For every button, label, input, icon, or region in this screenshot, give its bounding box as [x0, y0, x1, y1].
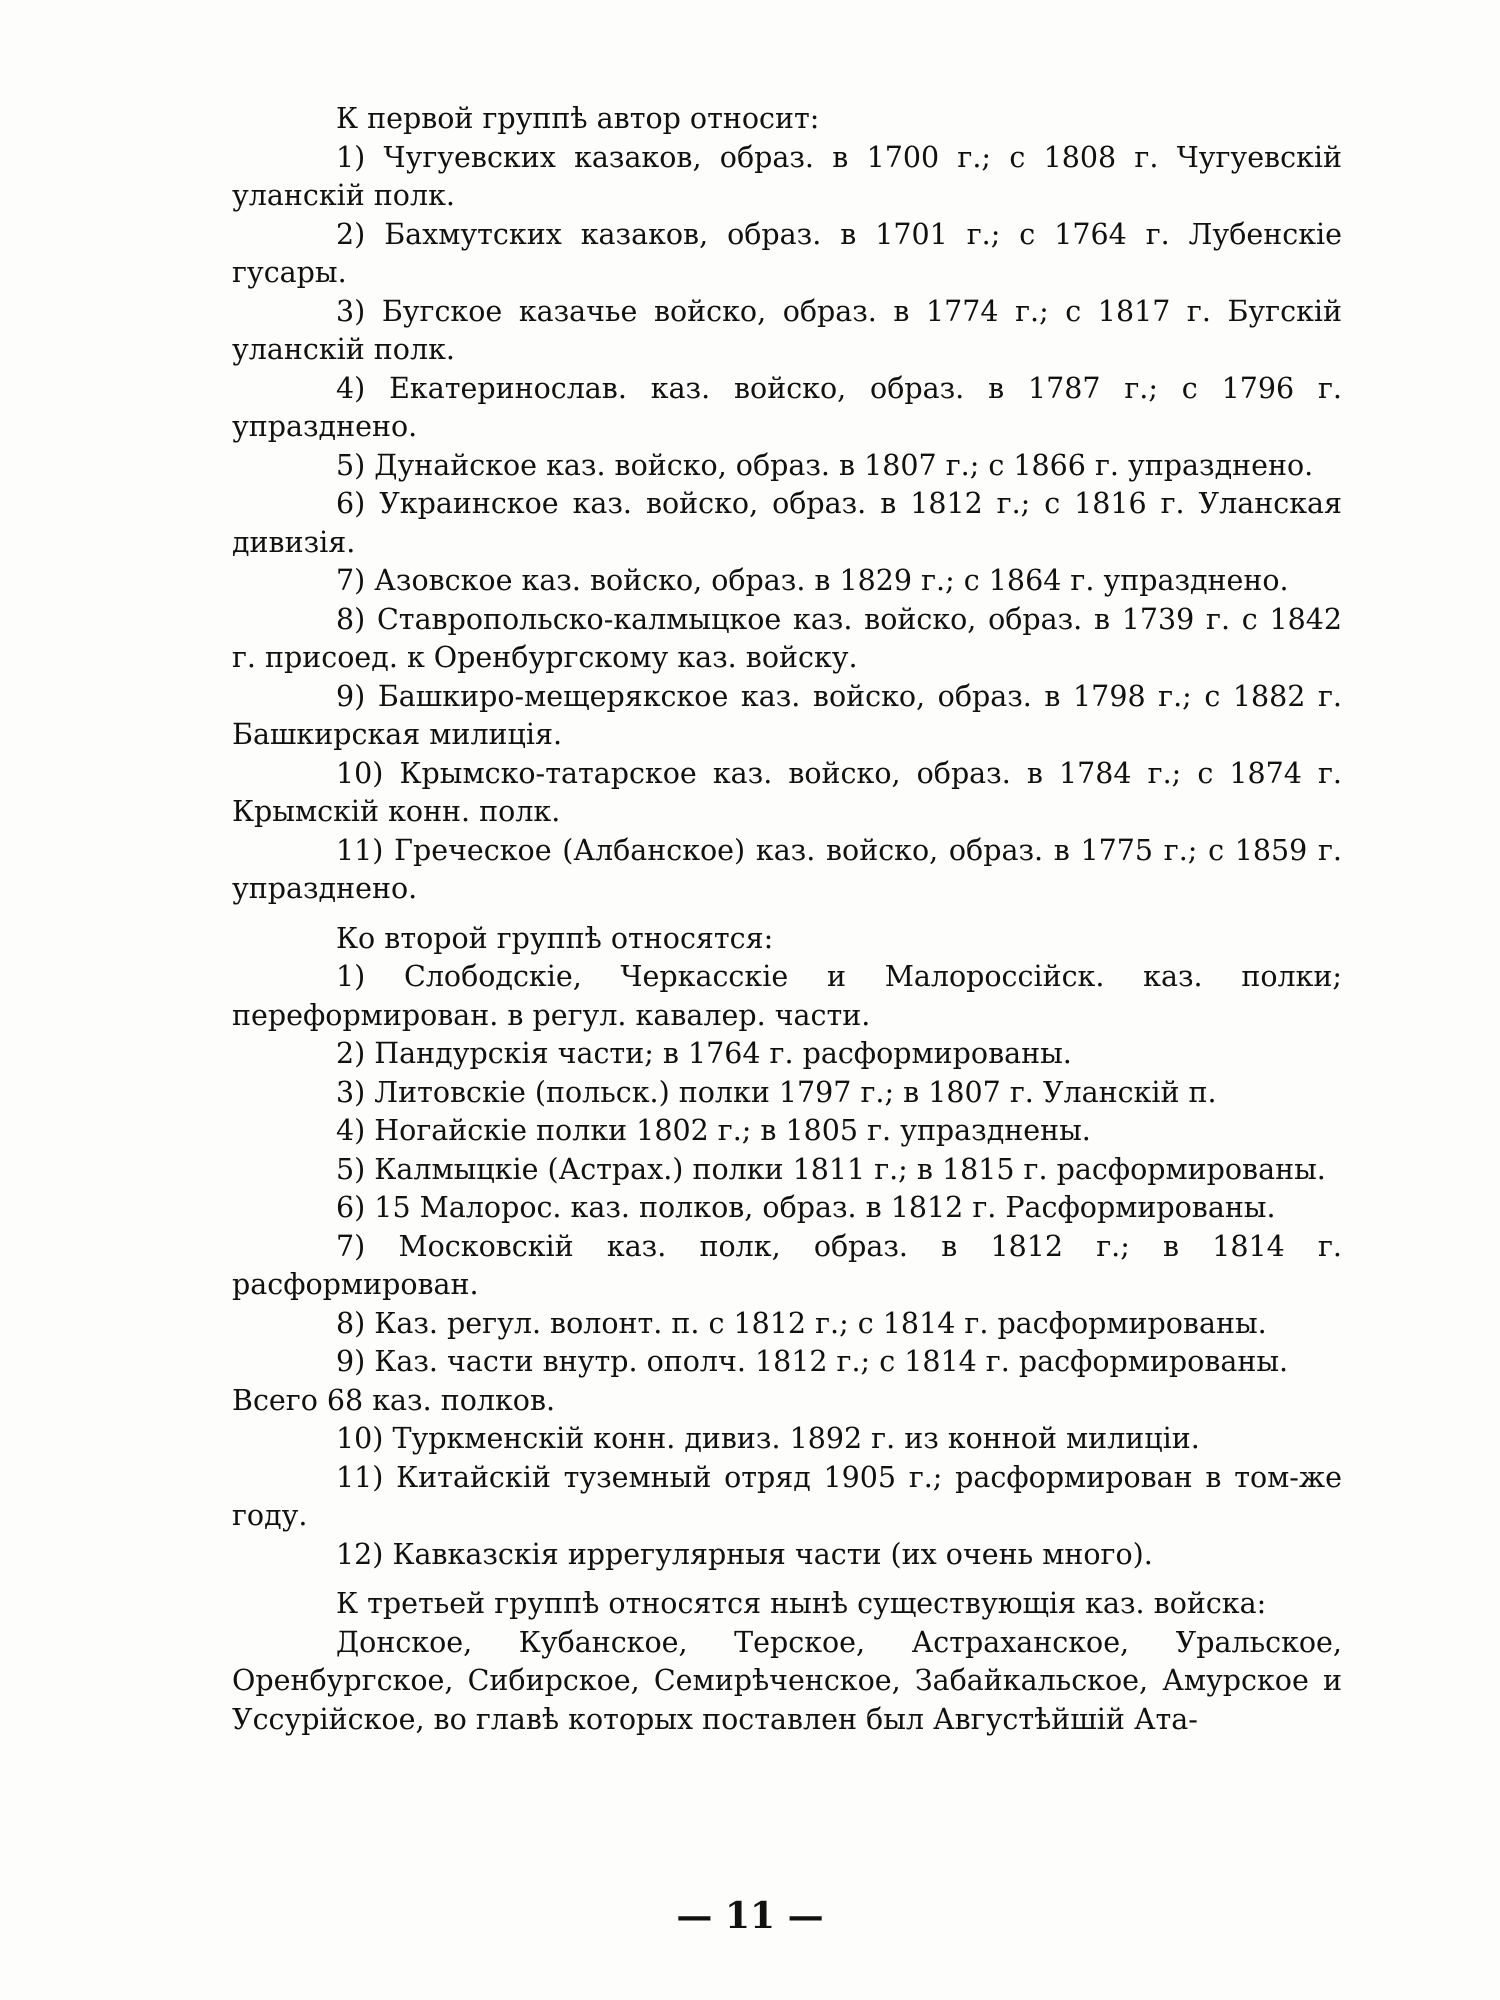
- list-item: 2) Пандурскія части; в 1764 г. расформированы.: [336, 1037, 1072, 1070]
- list-item: 3) Бугское казачье войско, образ. в 1774 г.; с 1817 г. Бугскій уланскій полк.: [232, 294, 1342, 366]
- list-item: 10) Крымско-татарское каз. войско, образ. в 1784 г.; с 1874 г. Крымскій конн. полк.: [232, 756, 1342, 828]
- list-item: 12) Кавказскія иррегулярныя части (их очень много).: [336, 1537, 1153, 1571]
- list-item: 7) Азовское каз. войско, образ. в 1829 г.; с 1864 г. упразднено.: [336, 564, 1289, 597]
- group1-heading: К первой группѣ автор относит:: [336, 102, 820, 135]
- list-item: 4) Екатеринослав. каз. войско, образ. в 1787 г.; с 1796 г. упразднено.: [232, 371, 1342, 443]
- list-item: 4) Ногайскіе полки 1802 г.; в 1805 г. упразднены.: [336, 1114, 1091, 1147]
- list-item: 6) 15 Малорос. каз. полков, образ. в 1812 г. Расформированы.: [336, 1191, 1276, 1224]
- page-text: [232, 100, 1342, 1739]
- list-item: 5) Дунайское каз. войско, образ. в 1807 г.; с 1866 г. упразднено.: [336, 448, 1314, 482]
- list-item: 11) Китайскій туземный отряд 1905 г.; расформирован в том-же году.: [232, 1460, 1342, 1532]
- list-item: 1) Слободскіе, Черкасскіе и Малороссійск. каз. полки; переформирован. в регул. кавалер. части.: [232, 960, 1342, 1032]
- list-item: 11) Греческое (Албанское) каз. войско, образ. в 1775 г.; с 1859 г. упразднено.: [232, 833, 1342, 905]
- list-item: 9) Каз. части внутр. ополч. 1812 г.; с 1814 г. расформированы.: [336, 1345, 1289, 1378]
- regiment-total: Всего 68 каз. полков.: [232, 1383, 556, 1417]
- group2-heading: Ко второй группѣ относятся:: [336, 921, 774, 955]
- list-item: 7) Московскій каз. полк, образ. в 1812 г.; в 1814 г. расформирован.: [232, 1229, 1342, 1301]
- list-item: 1) Чугуевских казаков, образ. в 1700 г.; с 1808 г. Чугуевскій уланскій полк.: [232, 140, 1342, 212]
- list-item: 10) Туркменскій конн. дивиз. 1892 г. из конной милиціи.: [336, 1422, 1200, 1455]
- list-item: 2) Бахмутских казаков, образ. в 1701 г.; с 1764 г. Лубенскіе гусары.: [232, 217, 1342, 289]
- list-item: 5) Калмыцкіе (Астрах.) полки 1811 г.; в 1815 г. расформированы.: [336, 1152, 1326, 1186]
- list-item: 9) Башкиро-мещерякское каз. войско, образ. в 1798 г.; с 1882 г. Башкирская милиція.: [232, 679, 1342, 751]
- list-item: 8) Каз. регул. волонт. п. с 1812 г.; с 1814 г. расформированы.: [336, 1306, 1267, 1340]
- list-item: 6) Украинское каз. войско, образ. в 1812 г.; с 1816 г. Уланская дивизія.: [232, 487, 1342, 559]
- list-item: 8) Ставропольско-калмыцкое каз. войско, образ. в 1739 г. с 1842 г. присоед. к Оренбургскому каз. войску.: [232, 602, 1342, 674]
- group3-heading: К третьей группѣ относятся нынѣ существующія каз. войска:: [336, 1587, 1267, 1620]
- page-number: — 11 —: [676, 1895, 824, 1937]
- list-item: 3) Литовскіе (польск.) полки 1797 г.; в 1807 г. Уланскій п.: [336, 1075, 1217, 1109]
- group3-text: Донское, Кубанское, Терское, Астраханское, Уральское, Оренбургское, Сибирское, Семирѣченское, Забайкальское, Амурское и Уссурійское, во главѣ которых поставлен был Августѣйшій Ата-: [232, 1625, 1342, 1736]
